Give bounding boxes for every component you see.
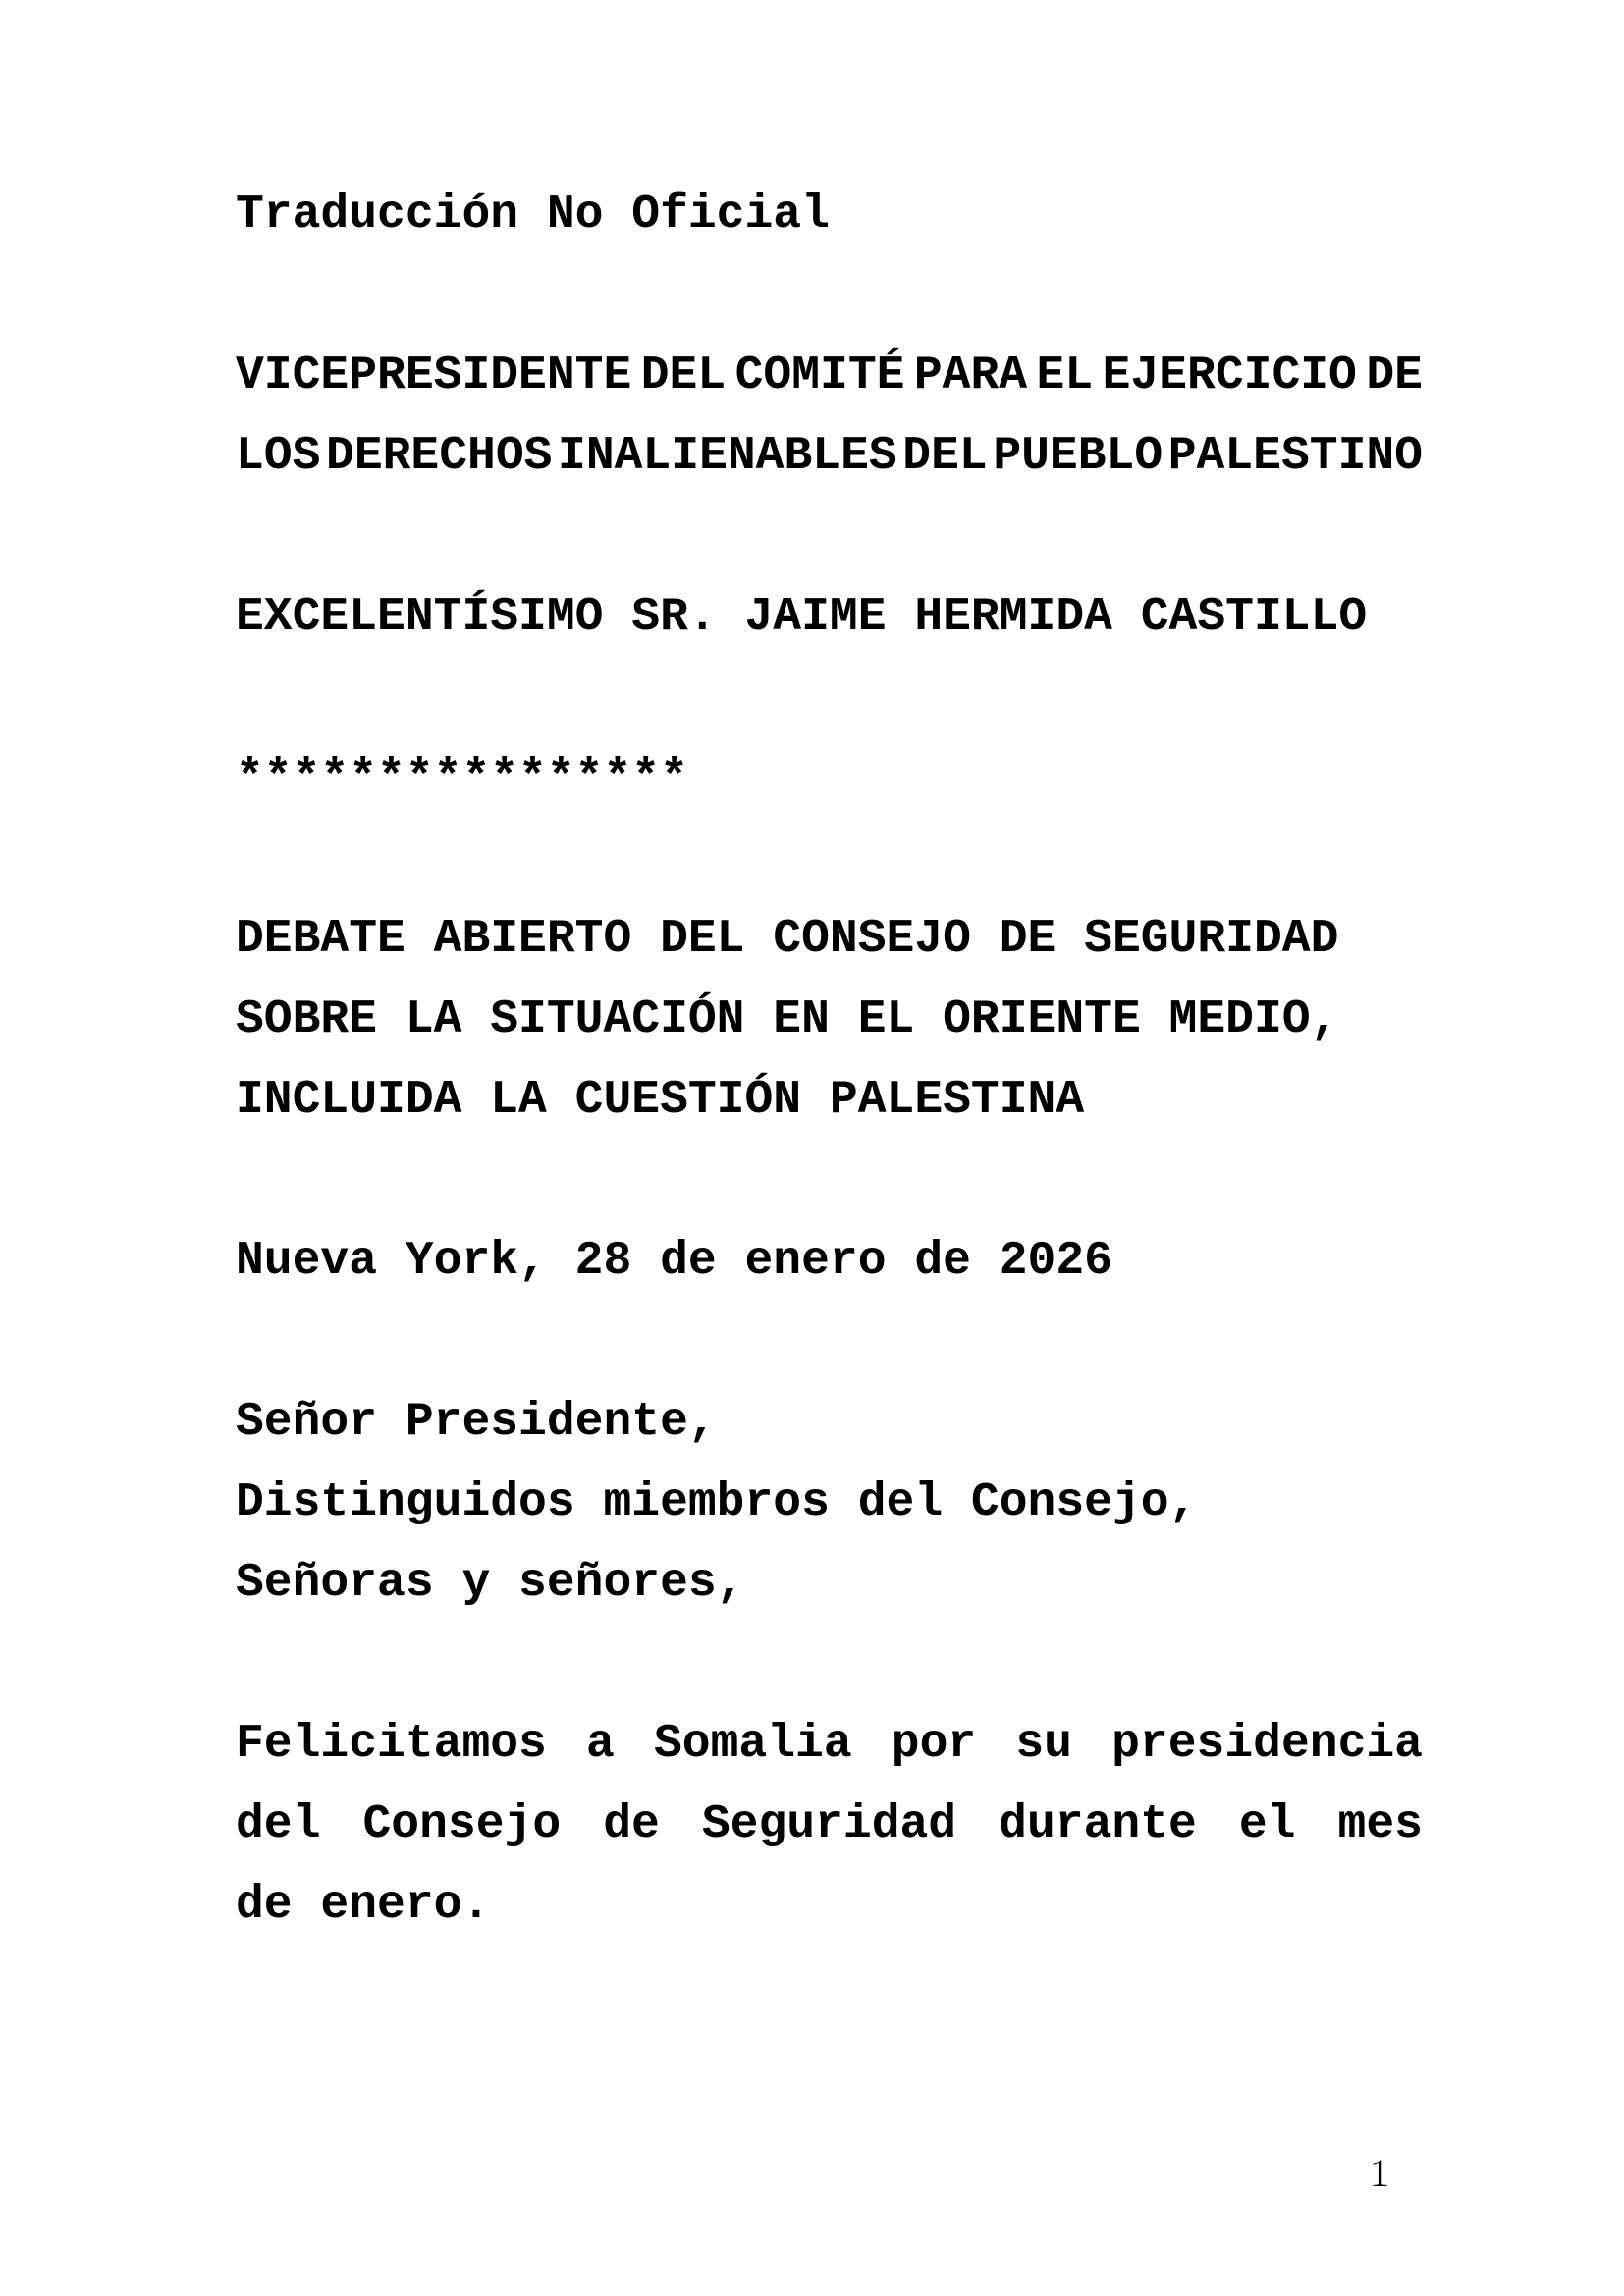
word: PUEBLO xyxy=(993,430,1164,483)
speaker-name xyxy=(236,577,1423,658)
word: Seguridad xyxy=(701,1798,957,1851)
body-paragraph-congratulations xyxy=(236,1704,1423,1946)
word: PARA xyxy=(913,349,1028,402)
text-line: **************** xyxy=(236,752,688,805)
word: de xyxy=(603,1798,660,1851)
word: Somalia xyxy=(653,1718,852,1771)
divider-asterisks xyxy=(236,738,1423,819)
text-line: DEBATE ABIERTO DEL CONSEJO DE SEGURIDAD xyxy=(236,913,1339,966)
text-line: EXCELENTÍSIMO SR. JAIME HERMIDA CASTILLO xyxy=(236,591,1368,644)
text-line: Nueva York, 28 de enero de 2026 xyxy=(236,1235,1112,1288)
text-line: Señor Presidente, xyxy=(236,1396,717,1449)
text-line: Traducción No Oficial xyxy=(236,188,830,241)
translation-note xyxy=(236,175,1423,255)
word: INALIENABLES xyxy=(558,430,897,483)
document-body xyxy=(236,175,1423,2026)
word: VICEPRESIDENTE xyxy=(236,349,632,402)
word: LOS xyxy=(236,430,321,483)
word: DEL xyxy=(902,430,988,483)
word: a xyxy=(586,1718,615,1771)
word: EL xyxy=(1036,349,1094,402)
word: DERECHOS xyxy=(326,430,553,483)
word: DE xyxy=(1366,349,1423,402)
event-title xyxy=(236,899,1423,1141)
text-line xyxy=(236,336,1423,416)
text-line: de enero. xyxy=(236,1879,491,1932)
text-line xyxy=(236,416,1423,497)
text-line xyxy=(236,1785,1423,1865)
word: su xyxy=(1015,1718,1072,1771)
word: mes xyxy=(1337,1798,1423,1851)
text-line xyxy=(236,1704,1423,1785)
text-line: Distinguidos miembros del Consejo, xyxy=(236,1476,1198,1529)
word: Consejo xyxy=(362,1798,562,1851)
salutation xyxy=(236,1382,1423,1624)
text-line: SOBRE LA SITUACIÓN EN EL ORIENTE MEDIO, xyxy=(236,993,1339,1046)
word: Felicitamos xyxy=(236,1718,547,1771)
speaker-title xyxy=(236,336,1423,497)
date-line xyxy=(236,1221,1423,1302)
word: COMITÉ xyxy=(734,349,905,402)
word: el xyxy=(1238,1798,1296,1851)
word: durante xyxy=(999,1798,1197,1851)
word: EJERCICIO xyxy=(1102,349,1357,402)
word: por xyxy=(891,1718,977,1771)
page-number: 1 xyxy=(1370,2151,1389,2195)
word: DEL xyxy=(640,349,727,402)
text-line: Señoras y señores, xyxy=(236,1557,745,1610)
word: presidencia xyxy=(1111,1718,1423,1771)
word: PALESTINO xyxy=(1167,430,1423,483)
text-line: INCLUIDA LA CUESTIÓN PALESTINA xyxy=(236,1074,1085,1127)
word: del xyxy=(236,1798,321,1851)
